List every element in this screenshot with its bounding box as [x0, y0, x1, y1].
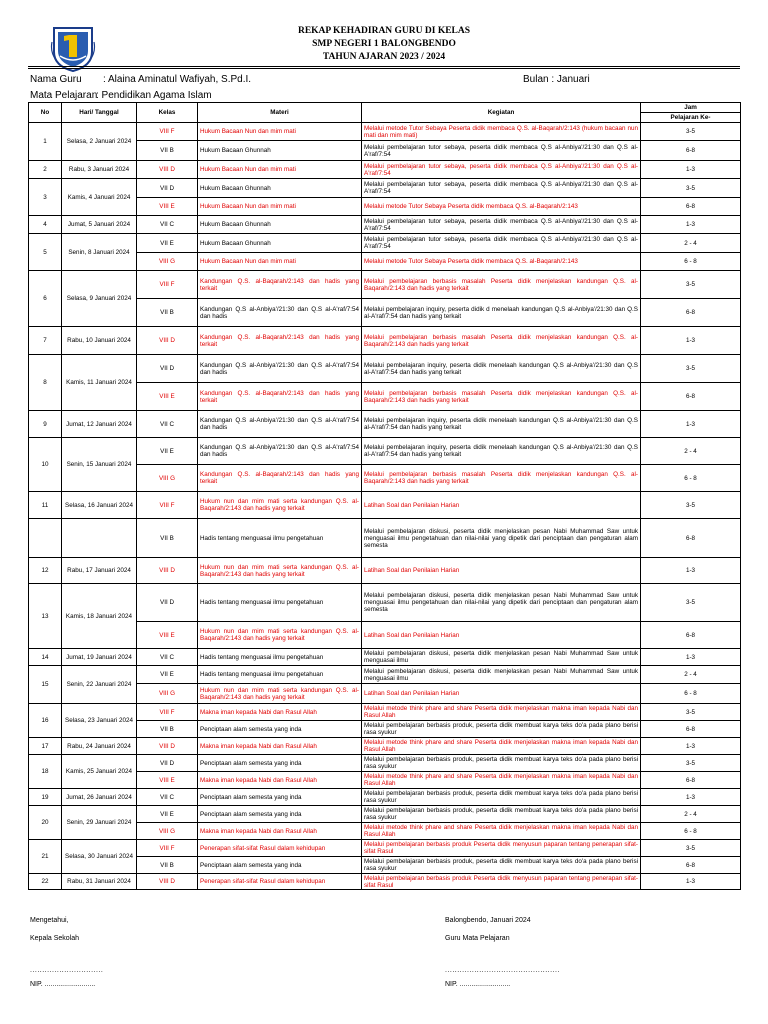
row-number: 18	[29, 755, 62, 789]
row-activity: Melalui metode Tutor Sebaya Peserta didik membaca Q.S. al-Baqarah/2:143	[362, 253, 641, 271]
row-material: Penerapan sifat-sifat Rasul dalam kehidupan	[198, 840, 362, 857]
row-date: Kamis, 18 Januari 2024	[62, 584, 137, 649]
row-material: Makna iman kepada Nabi dan Rasul Allah	[198, 738, 362, 755]
row-material: Kandungan Q.S. al-Baqarah/2:143 dan hadis yang terkait	[198, 465, 362, 492]
row-number: 14	[29, 649, 62, 666]
row-material: Kandungan Q.S al-Anbiya'/21:30 dan Q.S al-A'raf/7:54 dan hadis	[198, 299, 362, 327]
row-material: Makna iman kepada Nabi dan Rasul Allah	[198, 823, 362, 840]
row-class: VIII E	[137, 198, 198, 216]
row-material: Kandungan Q.S. al-Baqarah/2:143 dan hadis yang terkait	[198, 383, 362, 411]
row-hour: 6-8	[641, 519, 741, 558]
row-material: Hukum Bacaan Ghunnah	[198, 179, 362, 198]
row-hour: 1-3	[641, 411, 741, 438]
principal-title: Kepala Sekolah	[30, 935, 80, 942]
row-number: 17	[29, 738, 62, 755]
row-activity: Melalui pembelajaran diskusi, peserta didik menjelaskan pesan Nabi Muhammad Saw untuk menguasai ilmu	[362, 666, 641, 684]
row-activity: Melalui metode Tutor Sebaya Peserta didik membaca Q.S. al-Baqarah/2:143 (hukum bacaan nun mati dan mim mati)	[362, 123, 641, 141]
row-activity: Melalui pembelajaran tutor sebaya, peserta didik membaca Q.S al-Anbiya'/21:30 dan Q.S al-A'raf/7:54	[362, 216, 641, 234]
row-class: VIII F	[137, 123, 198, 141]
table-row	[29, 411, 741, 438]
row-activity: Melalui metode think phare and share Peserta didik menjelaskan makna iman kepada Nabi dan Rasul Allah	[362, 704, 641, 721]
row-class: VIII D	[137, 558, 198, 584]
table-row	[29, 704, 741, 721]
row-class: VIII E	[137, 772, 198, 789]
header-date: Hari/ Tanggal	[62, 103, 137, 123]
row-activity: Melalui pembelajaran tutor sebaya, peserta didik membaca Q.S al-Anbiya'/21:30 dan Q.S al-A'raf/7:54	[362, 161, 641, 179]
row-activity: Melalui pembelajaran berbasis masalah Peserta didik menjelaskan kandungan Q.S. al-Baqarah/2:143 dan hadis yang terkait	[362, 465, 641, 492]
row-material: Hukum nun dan mim mati serta kandungan Q.S. al-Baqarah/2:143 dan hadis yang terkait	[198, 558, 362, 584]
row-activity: Melalui pembelajaran berbasis masalah Peserta didik menjelaskan kandungan Q.S. al-Baqarah/2:143 dan hadis yang terkait	[362, 327, 641, 355]
row-class: VIII G	[137, 465, 198, 492]
row-number: 10	[29, 438, 62, 492]
row-date: Rabu, 31 Januari 2024	[62, 874, 137, 890]
row-material: Hukum Bacaan Ghunnah	[198, 141, 362, 161]
header-hour-sub: Pelajaran Ke-	[641, 113, 741, 123]
row-class: VII B	[137, 857, 198, 874]
row-class: VII C	[137, 789, 198, 806]
row-date: Senin, 22 Januari 2024	[62, 666, 137, 704]
table-row	[29, 123, 741, 141]
row-class: VIII D	[137, 874, 198, 890]
table-row	[29, 840, 741, 857]
table-row	[29, 179, 741, 198]
row-date	[62, 519, 137, 558]
table-row	[29, 558, 741, 584]
acknowledged-label: Mengetahui,	[30, 917, 69, 924]
row-hour: 1-3	[641, 738, 741, 755]
row-material: Kandungan Q.S al-Anbiya'/21:30 dan Q.S al-A'raf/7:54 dan hadis	[198, 355, 362, 383]
row-class: VIII D	[137, 161, 198, 179]
row-number: 4	[29, 216, 62, 234]
row-number: 13	[29, 584, 62, 649]
row-activity: Melalui pembelajaran tutor sebaya, peserta didik membaca Q.S al-Anbiya'/21:30 dan Q.S al-A'raf/7:54	[362, 179, 641, 198]
row-hour: 3-5	[641, 755, 741, 772]
row-number: 3	[29, 179, 62, 216]
teacher-name: : Alaina Aminatul Wafiyah, S.Pd.I.	[103, 74, 252, 85]
row-date: Rabu, 3 Januari 2024	[62, 161, 137, 179]
row-hour: 6-8	[641, 383, 741, 411]
row-class: VIII E	[137, 383, 198, 411]
row-class: VIII F	[137, 704, 198, 721]
row-hour: 6-8	[641, 857, 741, 874]
row-material: Kandungan Q.S al-Anbiya'/21:30 dan Q.S al-A'raf/7:54 dan hadis	[198, 411, 362, 438]
row-date: Kamis, 25 Januari 2024	[62, 755, 137, 789]
subject-name: : Pendidikan Agama Islam	[96, 90, 212, 101]
row-material: Hukum Bacaan Ghunnah	[198, 234, 362, 253]
row-class: VII E	[137, 438, 198, 465]
row-hour: 6-8	[641, 198, 741, 216]
row-date: Jumat, 12 Januari 2024	[62, 411, 137, 438]
row-hour: 6-8	[641, 721, 741, 738]
row-activity: Melalui pembelajaran inquiry, peserta didik menelaah kandungan Q.S al-Anbiya'/21:30 dan Q.S al-A'raf/7:54 dan hadis yang terkait	[362, 411, 641, 438]
row-material: Hadis tentang menguasai ilmu pengetahuan	[198, 584, 362, 622]
row-class: VII C	[137, 216, 198, 234]
row-number: 12	[29, 558, 62, 584]
row-material: Penciptaan alam semesta yang inda	[198, 789, 362, 806]
row-number: 8	[29, 355, 62, 411]
row-activity: Melalui pembelajaran berbasis masalah Peserta didik menjelaskan kandungan Q.S. al-Baqarah/2:143 dan hadis yang terkait	[362, 271, 641, 299]
row-number: 7	[29, 327, 62, 355]
table-row	[29, 355, 741, 383]
row-class: VIII G	[137, 823, 198, 840]
row-class: VII D	[137, 755, 198, 772]
row-class: VII B	[137, 141, 198, 161]
row-material: Hukum Bacaan Ghunnah	[198, 216, 362, 234]
month-label: Bulan : Januari	[523, 74, 590, 85]
table-row	[29, 755, 741, 772]
row-date: Selasa, 16 Januari 2024	[62, 492, 137, 519]
row-class: VIII E	[137, 622, 198, 649]
row-date: Selasa, 23 Januari 2024	[62, 704, 137, 738]
row-hour: 2 - 4	[641, 806, 741, 823]
row-class: VII B	[137, 721, 198, 738]
header-no: No	[29, 103, 62, 123]
row-hour: 6-8	[641, 141, 741, 161]
row-date: Jumat, 19 Januari 2024	[62, 649, 137, 666]
row-hour: 2 - 4	[641, 438, 741, 465]
row-hour: 3-5	[641, 179, 741, 198]
table-row	[29, 584, 741, 622]
row-date: Senin, 15 Januari 2024	[62, 438, 137, 492]
row-hour: 3-5	[641, 123, 741, 141]
teacher-title: Guru Mata Pelajaran	[445, 935, 510, 942]
row-material: Hukum nun dan mim mati serta kandungan Q.S. al-Baqarah/2:143 dan hadis yang terkait	[198, 684, 362, 704]
row-class: VII B	[137, 519, 198, 558]
row-date: Senin, 8 Januari 2024	[62, 234, 137, 271]
row-hour: 3-5	[641, 492, 741, 519]
row-hour: 6-8	[641, 622, 741, 649]
row-number: 22	[29, 874, 62, 890]
row-activity: Latihan Soal dan Penilaian Harian	[362, 558, 641, 584]
row-hour: 1-3	[641, 558, 741, 584]
row-material: Penciptaan alam semesta yang inda	[198, 806, 362, 823]
row-class: VII D	[137, 179, 198, 198]
row-number	[29, 519, 62, 558]
row-date: Jumat, 5 Januari 2024	[62, 216, 137, 234]
row-hour: 6 - 8	[641, 823, 741, 840]
table-row	[29, 234, 741, 253]
header-material: Materi	[198, 103, 362, 123]
table-row	[29, 519, 741, 558]
row-material: Penciptaan alam semesta yang inda	[198, 721, 362, 738]
row-activity: Latihan Soal dan Penilaian Harian	[362, 684, 641, 704]
table-row	[29, 806, 741, 823]
row-activity: Melalui pembelajaran berbasis produk, peserta didik membuat karya teks do'a pada plano berisi rasa syukur	[362, 806, 641, 823]
table-row	[29, 327, 741, 355]
row-activity: Melalui pembelajaran inquiry, peserta didik menelaah kandungan Q.S al-Anbiya'/21:30 dan Q.S al-A'raf/7:54 dan hadis yang terkait	[362, 355, 641, 383]
row-hour: 6 - 8	[641, 465, 741, 492]
row-activity: Melalui pembelajaran inquiry, peserta didik menelaah kandungan Q.S al-Anbiya'/21:30 dan Q.S al-A'raf/7:54 dan hadis yang terkait	[362, 438, 641, 465]
row-material: Kandungan Q.S. al-Baqarah/2:143 dan hadis yang terkait	[198, 327, 362, 355]
row-activity: Melalui pembelajaran tutor sebaya, peserta didik membaca Q.S al-Anbiya'/21:30 dan Q.S al-A'raf/7:54	[362, 234, 641, 253]
row-hour: 1-3	[641, 161, 741, 179]
row-class: VIII D	[137, 327, 198, 355]
row-number: 5	[29, 234, 62, 271]
row-number: 21	[29, 840, 62, 874]
header-rule	[28, 66, 740, 67]
table-row	[29, 789, 741, 806]
principal-nip: NIP. ..........................	[30, 981, 96, 988]
row-material: Hukum Bacaan Nun dan mim mati	[198, 123, 362, 141]
row-activity: Melalui pembelajaran inquiry, peserta didik d menelaah kandungan Q.S al-Anbiya'/21:30 dan Q.S al-A'raf/7:54 dan hadis yang terkait	[362, 299, 641, 327]
row-activity: Melalui metode think phare and share Peserta didik menjelaskan makna iman kepada Nabi dan Rasul Allah	[362, 772, 641, 789]
row-hour: 2 - 4	[641, 234, 741, 253]
row-activity: Melalui pembelajaran diskusi, peserta didik menjelaskan pesan Nabi Muhammad Saw untuk menguasai ilmu	[362, 649, 641, 666]
row-date: Selasa, 9 Januari 2024	[62, 271, 137, 327]
row-hour: 2 - 4	[641, 666, 741, 684]
row-date: Senin, 29 Januari 2024	[62, 806, 137, 840]
row-number: 11	[29, 492, 62, 519]
row-class: VIII D	[137, 738, 198, 755]
teacher-label: Nama Guru	[30, 74, 82, 85]
attendance-table	[28, 102, 741, 890]
row-hour: 6 - 8	[641, 253, 741, 271]
principal-signature-line: ..............................	[30, 967, 104, 974]
table-row	[29, 161, 741, 179]
row-material: Penerapan sifat-sifat Rasul dalam kehidupan	[198, 874, 362, 890]
row-class: VII E	[137, 234, 198, 253]
table-row	[29, 492, 741, 519]
row-number: 1	[29, 123, 62, 161]
row-activity: Melalui metode think phare and share Peserta didik menjelaskan makna iman kepada Nabi dan Rasul Allah	[362, 823, 641, 840]
row-material: Penciptaan alam semesta yang inda	[198, 755, 362, 772]
row-material: Hukum Bacaan Nun dan mim mati	[198, 253, 362, 271]
row-hour: 1-3	[641, 327, 741, 355]
row-number: 19	[29, 789, 62, 806]
row-activity: Melalui metode think phare and share Peserta didik menjelaskan makna iman kepada Nabi dan Rasul Allah	[362, 738, 641, 755]
school-name: SMP NEGERI 1 BALONGBENDO	[312, 39, 456, 49]
row-class: VII D	[137, 584, 198, 622]
row-hour: 1-3	[641, 216, 741, 234]
row-class: VII C	[137, 411, 198, 438]
row-material: Makna iman kepada Nabi dan Rasul Allah	[198, 704, 362, 721]
table-row	[29, 438, 741, 465]
row-class: VIII G	[137, 253, 198, 271]
row-class: VIII G	[137, 684, 198, 704]
row-hour: 3-5	[641, 704, 741, 721]
row-hour: 6 - 8	[641, 684, 741, 704]
row-hour: 1-3	[641, 789, 741, 806]
header-activity: Kegiatan	[362, 103, 641, 123]
row-number: 20	[29, 806, 62, 840]
row-activity: Melalui pembelajaran berbasis masalah Peserta didik menjelaskan kandungan Q.S. al-Baqarah/2:143 dan hadis yang terkait	[362, 383, 641, 411]
header-class: Kelas	[137, 103, 198, 123]
row-hour: 6-8	[641, 299, 741, 327]
row-material: Kandungan Q.S al-Anbiya'/21:30 dan Q.S al-A'raf/7:54 dan hadis	[198, 438, 362, 465]
row-hour: 3-5	[641, 840, 741, 857]
table-row	[29, 649, 741, 666]
row-number: 6	[29, 271, 62, 327]
row-material: Hukum nun dan mim mati serta kandungan Q.S. al-Baqarah/2:143 dan hadis yang terkait	[198, 622, 362, 649]
table-row	[29, 271, 741, 299]
row-hour: 1-3	[641, 649, 741, 666]
row-activity: Melalui pembelajaran berbasis produk Peserta didik menyusun paparan tentang penerapan sifat-sifat Rasul	[362, 874, 641, 890]
row-number: 15	[29, 666, 62, 704]
row-number: 16	[29, 704, 62, 738]
row-date: Jumat, 26 Januari 2024	[62, 789, 137, 806]
row-number: 9	[29, 411, 62, 438]
row-date: Kamis, 11 Januari 2024	[62, 355, 137, 411]
row-material: Hadis tentang menguasai ilmu pengetahuan	[198, 666, 362, 684]
teacher-nip: NIP. ..........................	[445, 981, 511, 988]
row-activity: Melalui metode Tutor Sebaya Peserta didik membaca Q.S. al-Baqarah/2:143	[362, 198, 641, 216]
row-date: Rabu, 24 Januari 2024	[62, 738, 137, 755]
row-material: Hadis tentang menguasai ilmu pengetahuan	[198, 519, 362, 558]
row-hour: 3-5	[641, 271, 741, 299]
row-material: Penciptaan alam semesta yang inda	[198, 857, 362, 874]
row-date: Kamis, 4 Januari 2024	[62, 179, 137, 216]
header-rule-2	[28, 68, 740, 69]
row-class: VII E	[137, 806, 198, 823]
row-material: Hukum Bacaan Nun dan mim mati	[198, 161, 362, 179]
row-activity: Latihan Soal dan Penilaian Harian	[362, 622, 641, 649]
row-material: Hukum nun dan mim mati serta kandungan Q.S. al-Baqarah/2:143 dan hadis yang terkait	[198, 492, 362, 519]
row-activity: Melalui pembelajaran diskusi, peserta didik menjelaskan pesan Nabi Muhammad Saw untuk menguasai ilmu pengetahuan dan nilai-nilai yang dipetik dari penciptaan dan pengaturan alam semesta	[362, 519, 641, 558]
row-class: VII D	[137, 355, 198, 383]
row-material: Kandungan Q.S. al-Baqarah/2:143 dan hadis yang terkait	[198, 271, 362, 299]
row-activity: Melalui pembelajaran berbasis produk Peserta didik menyusun paparan tentang penerapan sifat-sifat Rasul	[362, 840, 641, 857]
row-date: Rabu, 10 Januari 2024	[62, 327, 137, 355]
header-hour: Jam	[641, 103, 741, 113]
row-activity: Melalui pembelajaran diskusi, peserta didik menjelaskan pesan Nabi Muhammad Saw untuk menguasai ilmu pengetahuan dan nilai-nilai yang dipetik dari penciptaan dan pengaturan alam semesta	[362, 584, 641, 622]
doc-title: REKAP KEHADIRAN GURU DI KELAS	[297, 26, 471, 36]
row-material: Makna iman kepada Nabi dan Rasul Allah	[198, 772, 362, 789]
row-material: Hadis tentang menguasai ilmu pengetahuan	[198, 649, 362, 666]
table-row	[29, 738, 741, 755]
row-hour: 3-5	[641, 355, 741, 383]
row-hour: 1-3	[641, 874, 741, 890]
row-class: VIII F	[137, 840, 198, 857]
academic-year: TAHUN AJARAN 2023 / 2024	[322, 52, 446, 62]
row-date: Rabu, 17 Januari 2024	[62, 558, 137, 584]
row-class: VII C	[137, 649, 198, 666]
row-activity: Melalui pembelajaran berbasis produk, peserta didik membuat karya teks do'a pada plano berisi rasa syukur	[362, 789, 641, 806]
row-activity: Latihan Soal dan Penilaian Harian	[362, 492, 641, 519]
row-activity: Melalui pembelajaran berbasis produk, peserta didik membuat karya teks do'a pada plano berisi rasa syukur	[362, 857, 641, 874]
row-number: 2	[29, 161, 62, 179]
row-class: VIII F	[137, 271, 198, 299]
subject-label: Mata Pelajaran	[30, 90, 98, 101]
row-class: VIII F	[137, 492, 198, 519]
row-activity: Melalui pembelajaran berbasis produk, peserta didik membuat karya teks do'a pada plano berisi rasa syukur	[362, 721, 641, 738]
row-material: Hukum Bacaan Nun dan mim mati	[198, 198, 362, 216]
row-class: VII E	[137, 666, 198, 684]
table-row	[29, 666, 741, 684]
row-class: VII B	[137, 299, 198, 327]
teacher-signature-line: ...............................................	[445, 967, 560, 974]
row-date: Selasa, 2 Januari 2024	[62, 123, 137, 161]
row-activity: Melalui pembelajaran tutor sebaya, peserta didik membaca Q.S al-Anbiya'/21:30 dan Q.S al-A'raf/7:54	[362, 141, 641, 161]
place-date: Balongbendo, Januari 2024	[445, 917, 531, 924]
row-activity: Melalui pembelajaran berbasis produk, peserta didik membuat karya teks do'a pada plano berisi rasa syukur	[362, 755, 641, 772]
table-row	[29, 216, 741, 234]
row-hour: 3-5	[641, 584, 741, 622]
table-row	[29, 874, 741, 890]
row-hour: 6-8	[641, 772, 741, 789]
row-date: Selasa, 30 Januari 2024	[62, 840, 137, 874]
